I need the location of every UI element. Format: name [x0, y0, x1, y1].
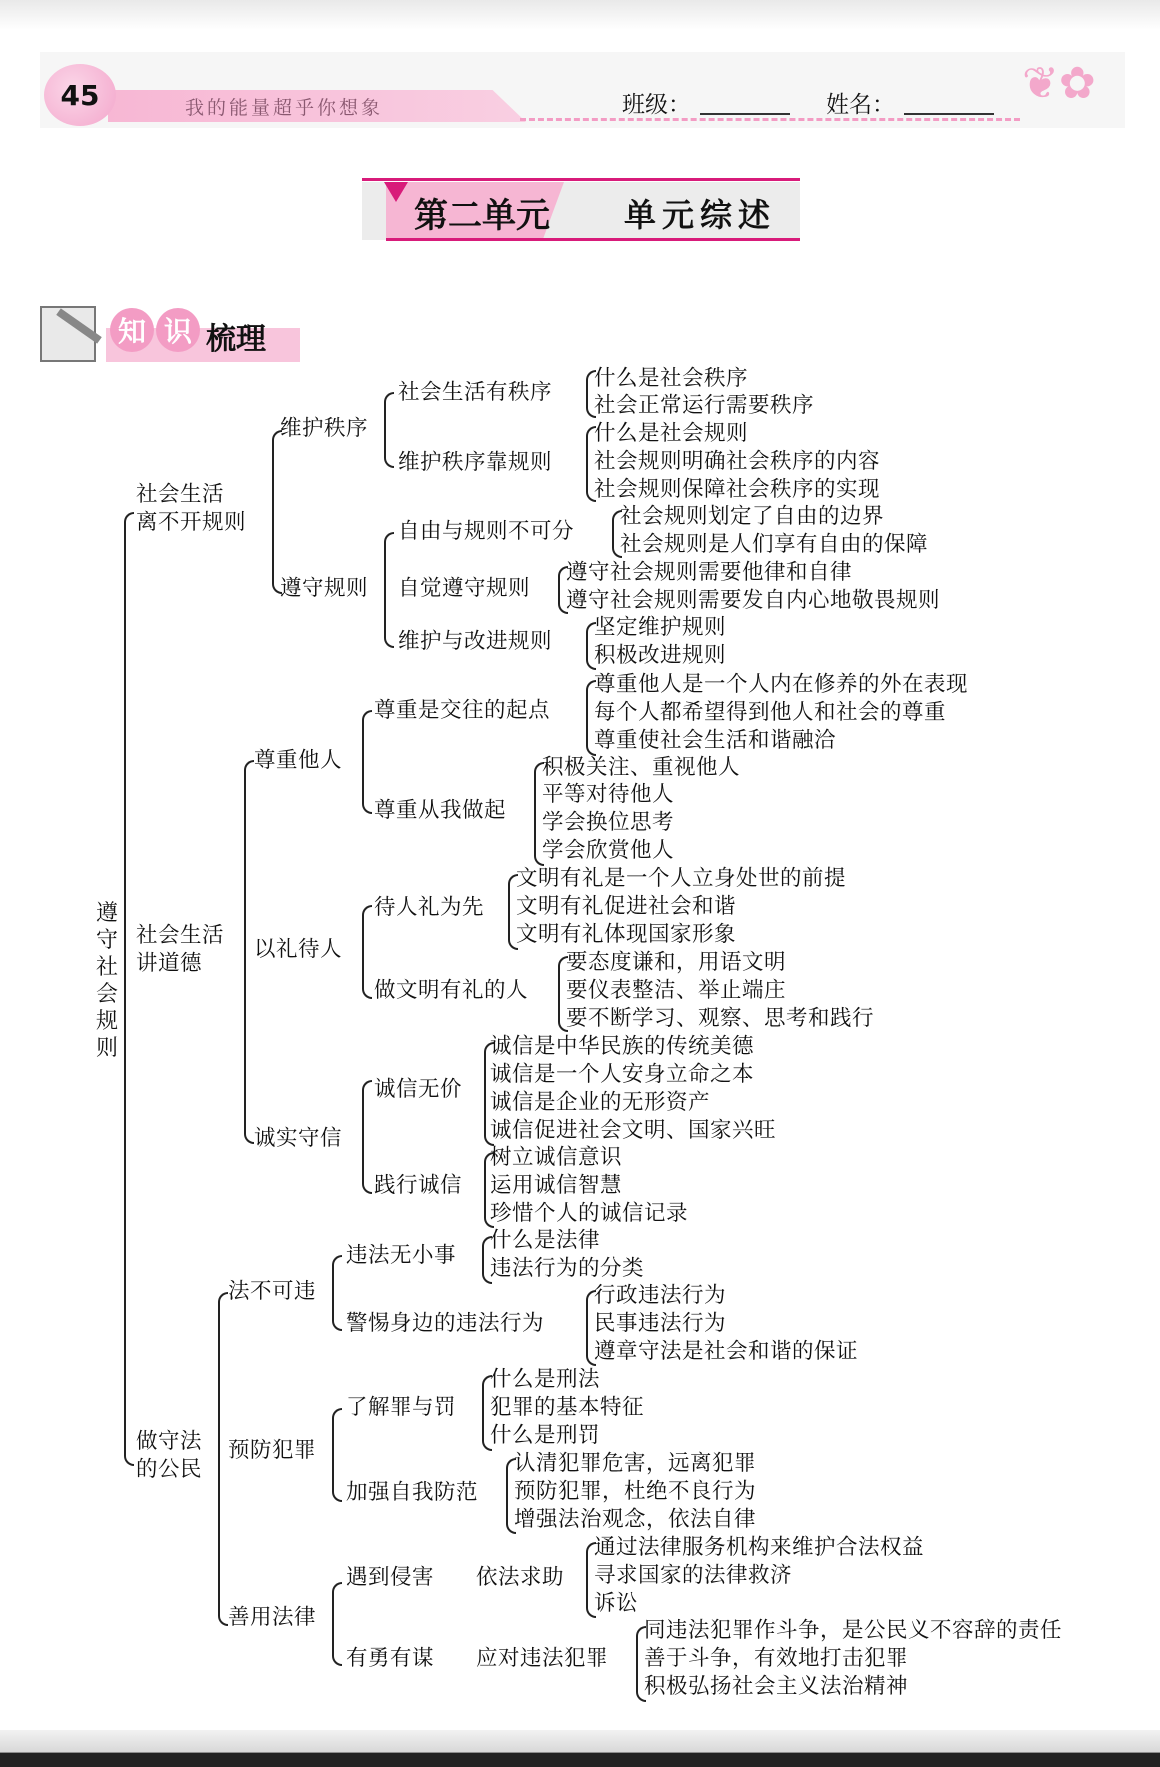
- leaf: 要态度谦和，用语文明: [566, 950, 787, 975]
- leaf: 诉讼: [594, 1591, 639, 1616]
- branch-label: 讲道德: [136, 951, 203, 976]
- branch-label: 做守法: [136, 1429, 203, 1454]
- leaf: 诚信是一个人安身立命之本: [490, 1062, 755, 1087]
- branch-label: 社会生活: [136, 923, 225, 948]
- section-char-2: 识: [156, 308, 200, 352]
- node: 做文明有礼的人: [374, 978, 529, 1003]
- leaf: 学会欣赏他人: [542, 838, 675, 863]
- leaf: 学会换位思考: [542, 810, 675, 835]
- node: 加强自我防范: [346, 1480, 479, 1505]
- leaf: 积极弘扬社会主义法治精神: [644, 1674, 909, 1699]
- node: 依法求助: [476, 1565, 565, 1590]
- leaf: 行政违法行为: [594, 1283, 727, 1308]
- section-char-1: 知: [110, 308, 154, 352]
- unit-subtitle: 单元综述: [624, 196, 777, 234]
- brace: [384, 532, 394, 648]
- leaf: 社会规则是人们享有自由的保障: [620, 532, 929, 557]
- leaf: 诚信是中华民族的传统美德: [490, 1034, 755, 1059]
- leaf: 尊重他人是一个人内在修养的外在表现: [594, 672, 969, 697]
- node: 践行诚信: [374, 1173, 463, 1198]
- node: 遵守规则: [280, 576, 369, 601]
- branch-label: 离不开规则: [136, 510, 247, 535]
- leaf: 什么是刑罚: [490, 1423, 601, 1448]
- leaf: 要仪表整洁、举止端庄: [566, 978, 787, 1003]
- page-number: 45: [44, 64, 116, 126]
- leaf: 民事违法行为: [594, 1311, 727, 1336]
- leaf: 诚信是企业的无形资产: [490, 1090, 711, 1115]
- leaf: 每个人都希望得到他人和社会的尊重: [594, 700, 947, 725]
- tree-root: 遵守社会规则: [95, 901, 118, 1061]
- node: 自由与规则不可分: [398, 519, 575, 544]
- leaf: 违法行为的分类: [490, 1256, 645, 1281]
- node: 了解罪与罚: [346, 1395, 457, 1420]
- node: 有勇有谋: [346, 1646, 435, 1671]
- leaf: 善于斗争，有效地打击犯罪: [644, 1646, 909, 1671]
- node: 诚实守信: [254, 1126, 343, 1151]
- leaf: 文明有礼促进社会和谐: [516, 894, 737, 919]
- class-label: 班级：: [622, 92, 691, 118]
- brace: [362, 1080, 372, 1194]
- node: 警惕身边的违法行为: [346, 1311, 545, 1336]
- brace: [218, 1292, 228, 1626]
- leaf: 什么是社会规则: [594, 421, 749, 446]
- brace: [384, 392, 394, 468]
- node: 违法无小事: [346, 1243, 457, 1268]
- node: 维护秩序靠规则: [398, 450, 553, 475]
- branch-label: 社会生活: [136, 482, 225, 507]
- leaf: 运用诚信智慧: [490, 1173, 623, 1198]
- leaf: 社会规则保障社会秩序的实现: [594, 477, 881, 502]
- brace: [332, 1255, 342, 1331]
- node: 法不可违: [228, 1279, 317, 1304]
- node: 遇到侵害: [346, 1565, 435, 1590]
- leaf: 珍惜个人的诚信记录: [490, 1201, 689, 1226]
- name-label: 姓名：: [826, 92, 895, 118]
- leaf: 要不断学习、观察、思考和践行: [566, 1006, 875, 1031]
- branch-label: 的公民: [136, 1457, 203, 1482]
- brace: [332, 1582, 342, 1666]
- brace: [332, 1408, 342, 1502]
- node: 应对违法犯罪: [476, 1646, 609, 1671]
- leaf: 平等对待他人: [542, 782, 675, 807]
- leaf: 坚定维护规则: [594, 615, 727, 640]
- leaf: 预防犯罪，杜绝不良行为: [514, 1479, 757, 1504]
- node: 以礼待人: [254, 937, 343, 962]
- section-title: 梳理: [206, 322, 266, 357]
- leaf: 诚信促进社会文明、国家兴旺: [490, 1118, 777, 1143]
- leaf: 遵守社会规则需要发自内心地敬畏规则: [566, 588, 941, 613]
- leaf: 社会正常运行需要秩序: [594, 393, 815, 418]
- leaf: 什么是社会秩序: [594, 366, 749, 391]
- node: 维护秩序: [280, 416, 369, 441]
- leaf: 遵章守法是社会和谐的保证: [594, 1339, 859, 1364]
- unit-number: 第二单元: [414, 196, 550, 236]
- leaf: 增强法治观念，依法自律: [514, 1507, 757, 1532]
- leaf: 同违法犯罪作斗争，是公民义不容辞的责任: [644, 1618, 1063, 1643]
- node: 善用法律: [228, 1605, 317, 1630]
- node: 预防犯罪: [228, 1438, 317, 1463]
- leaf: 通过法律服务机构来维护合法权益: [594, 1535, 925, 1560]
- node: 尊重是交往的起点: [374, 698, 551, 723]
- slogan: 我的能量超乎你想象: [185, 97, 384, 119]
- node: 自觉遵守规则: [398, 576, 531, 601]
- leaf: 什么是法律: [490, 1228, 601, 1253]
- leaf: 尊重使社会生活和谐融洽: [594, 728, 837, 753]
- brace: [362, 710, 372, 814]
- brace: [362, 905, 372, 999]
- leaf: 积极改进规则: [594, 643, 727, 668]
- brace: [272, 430, 282, 594]
- node: 维护与改进规则: [398, 629, 553, 654]
- leaf: 什么是刑法: [490, 1367, 601, 1392]
- leaf: 社会规则明确社会秩序的内容: [594, 449, 881, 474]
- node: 诚信无价: [374, 1077, 463, 1102]
- leaf: 积极关注、重视他人: [542, 755, 741, 780]
- node: 待人礼为先: [374, 895, 485, 920]
- leaf: 遵守社会规则需要他律和自律: [566, 560, 853, 585]
- brace: [244, 760, 254, 1144]
- leaf: 文明有礼体现国家形象: [516, 922, 737, 947]
- brace: [124, 512, 134, 1466]
- node: 尊重从我做起: [374, 798, 507, 823]
- leaf: 社会规则划定了自由的边界: [620, 504, 885, 529]
- leaf: 寻求国家的法律救济: [594, 1563, 793, 1588]
- flourish-ornament-icon: ❦✿: [1022, 58, 1096, 109]
- node: 尊重他人: [254, 748, 343, 773]
- leaf: 文明有礼是一个人立身处世的前提: [516, 866, 847, 891]
- leaf: 认清犯罪危害，远离犯罪: [514, 1451, 757, 1476]
- leaf: 犯罪的基本特征: [490, 1395, 645, 1420]
- node: 社会生活有秩序: [398, 380, 553, 405]
- bottom-bezel: [0, 1730, 1160, 1767]
- leaf: 树立诚信意识: [490, 1145, 623, 1170]
